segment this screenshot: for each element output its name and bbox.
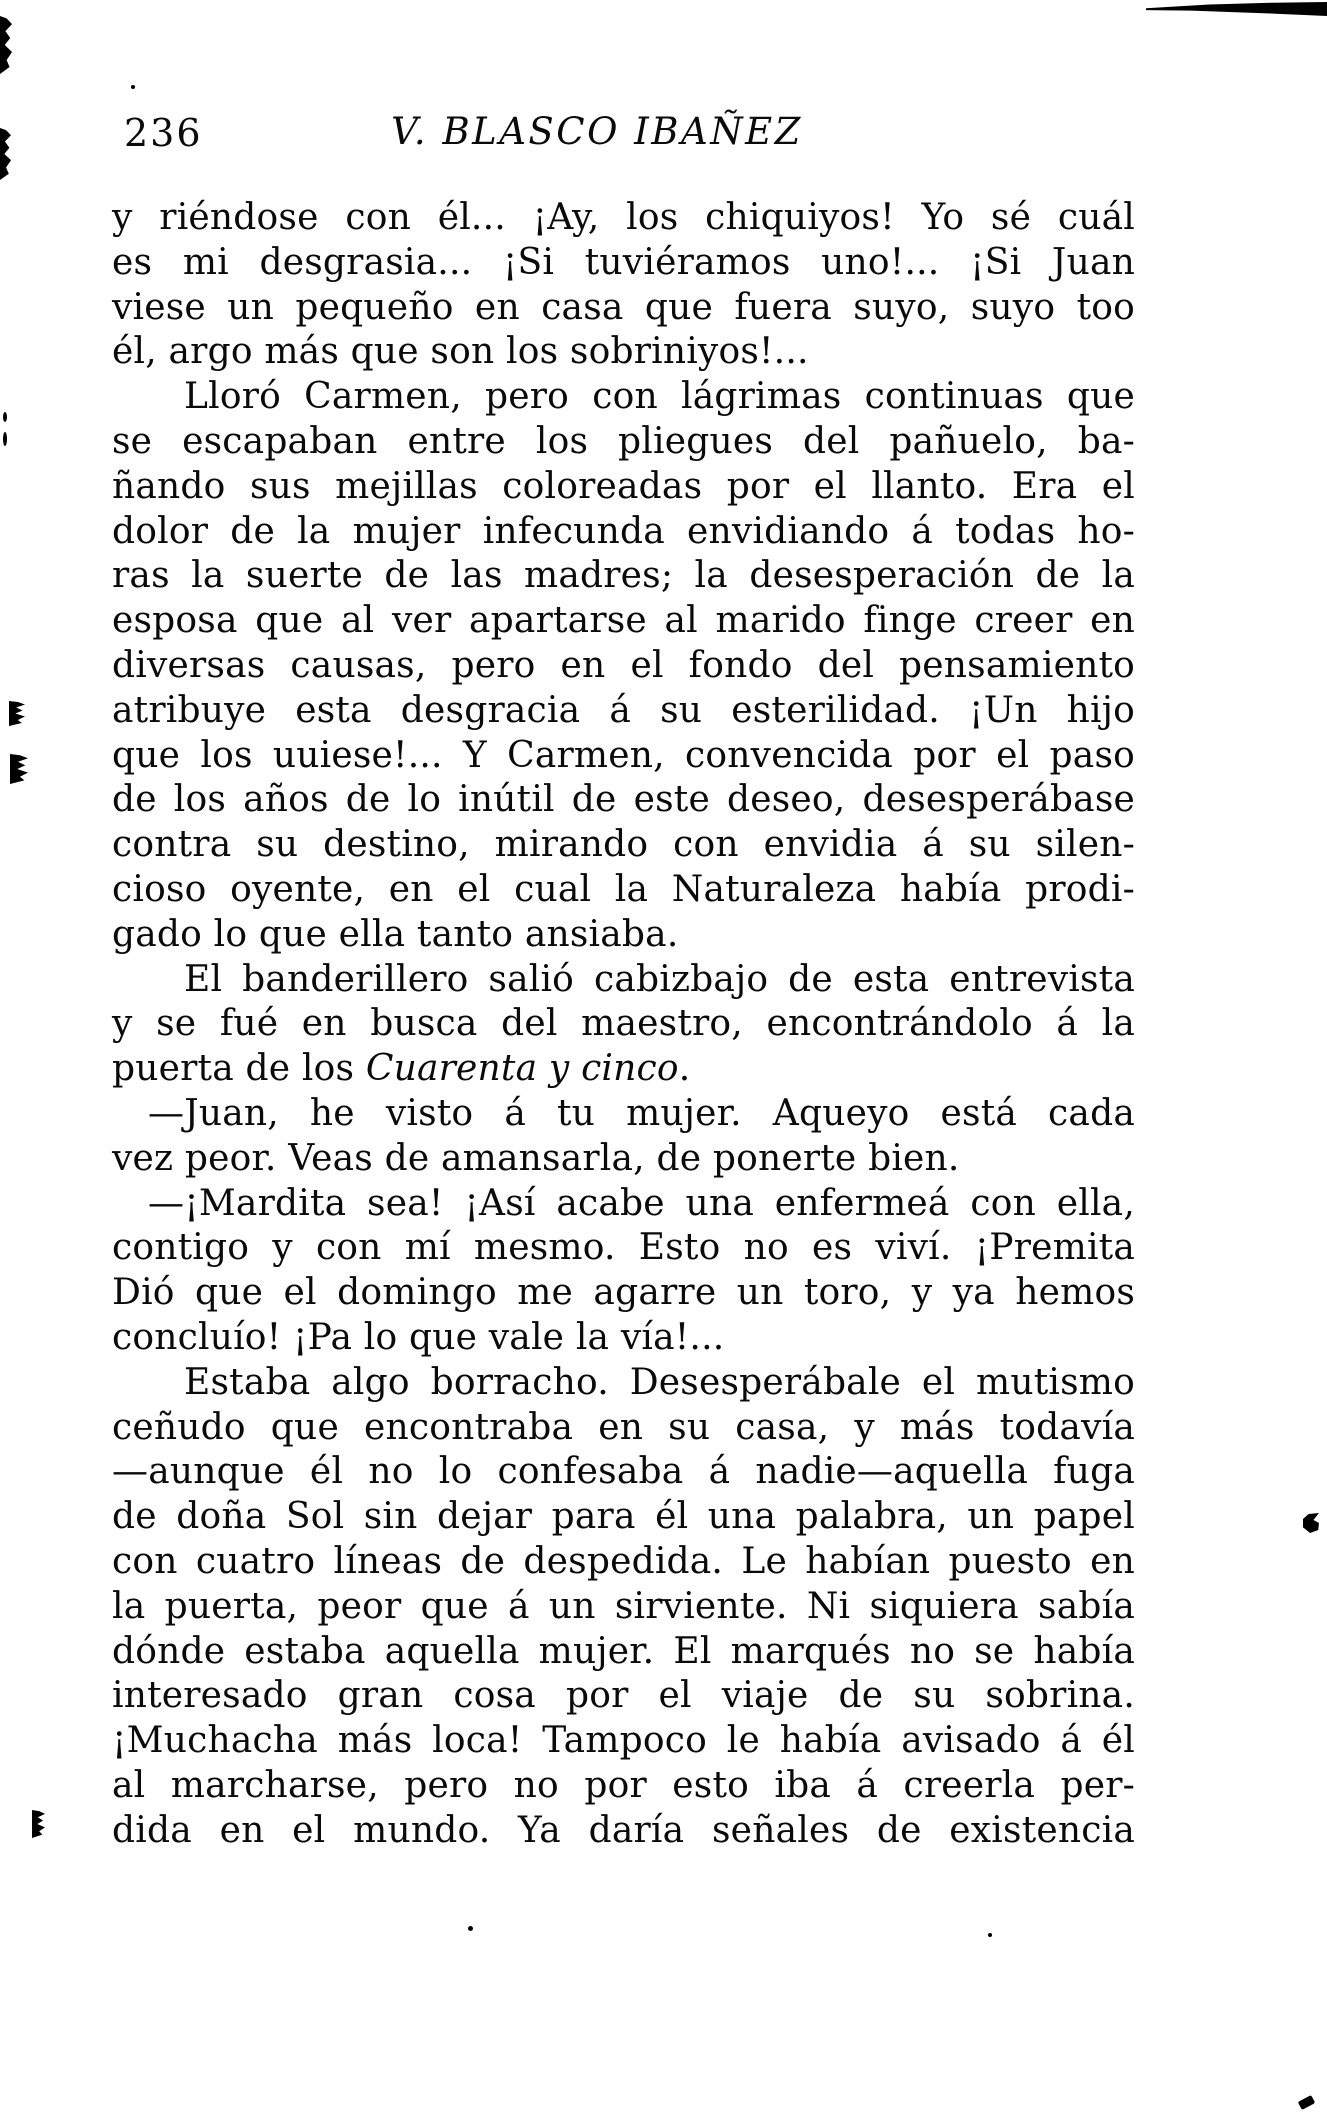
text-line: contra su destino, mirando con envidia á su silen-	[112, 824, 1135, 866]
text-line: ¡Muchacha más loca! Tampoco le había avisado á él	[112, 1720, 1135, 1762]
speck-below-text-1	[468, 1926, 473, 1931]
body-text	[112, 196, 1135, 1853]
text-line: dolor de la mujer infecunda envidiando á todas ho-	[112, 510, 1135, 552]
text-line: al marcharse, pero no por esto iba á creerla per-	[112, 1764, 1135, 1806]
text-line: interesado gran cosa por el viaje de su sobrina.	[112, 1675, 1135, 1717]
text-line: contigo y con mí mesmo. Esto no es viví. ¡Premita	[112, 1227, 1135, 1269]
running-header: V. BLASCO IBAÑEZ	[391, 110, 803, 153]
speck-above-page-number	[131, 85, 135, 89]
text-line	[112, 1047, 1135, 1092]
text-line: de doña Sol sin dejar para él una palabra, un papel	[112, 1496, 1135, 1538]
text-segment: .	[678, 1048, 691, 1090]
text-line: esposa que al ver apartarse al marido finge creer en	[112, 600, 1135, 642]
left-edge-ink-blob-2	[0, 128, 11, 180]
italic-book-title: Cuarenta y cinco	[365, 1048, 679, 1090]
text-line: atribuye esta desgracia á su esterilidad. ¡Un hijo	[112, 689, 1135, 731]
text-line: con cuatro líneas de despedida. Le habían puesto en	[112, 1540, 1135, 1582]
text-segment: puerta de los	[112, 1048, 366, 1090]
left-edge-ink-blob-5	[32, 1810, 45, 1838]
text-line: y riéndose con él... ¡Ay, los chiquiyos! Yo sé cuál	[112, 197, 1135, 238]
text-line: concluío! ¡Pa lo que vale la vía!...	[112, 1316, 725, 1358]
text-line: que los uuiese!... Y Carmen, convencida por el paso	[112, 734, 1135, 776]
text-line: y se fué en busca del maestro, encontrándolo á la	[112, 1003, 1135, 1045]
left-edge-speck-1	[3, 412, 7, 422]
left-edge-ink-blob-4	[10, 754, 28, 784]
text-line: dónde estaba aquella mujer. El marqués no se había	[112, 1630, 1135, 1672]
text-line: dida en el mundo. Ya daría señales de existencia	[112, 1809, 1135, 1851]
left-edge-ink-blob-3	[9, 701, 25, 726]
page-number: 236	[124, 111, 203, 155]
text-line: gado lo que ella tanto ansiaba.	[112, 913, 679, 955]
right-edge-ink-blob	[1303, 1513, 1319, 1533]
text-line: ñando sus mejillas coloreadas por el llanto. Era el	[112, 465, 1135, 507]
text-line: de los años de lo inútil de este deseo, desesperábase	[112, 779, 1135, 821]
text-line: —¡Mardita sea! ¡Así acabe una enfermeá con ella,	[148, 1182, 1135, 1224]
text-line: —aunque él no lo confesaba á nadie—aquella fuga	[112, 1451, 1135, 1493]
bottom-right-ink-tick	[1298, 2095, 1315, 2110]
text-line: la puerta, peor que á un sirviente. Ni siquiera sabía	[112, 1585, 1135, 1627]
speck-below-text-2	[988, 1933, 992, 1937]
text-line: ceñudo que encontraba en su casa, y más todavía	[112, 1406, 1135, 1448]
text-line: es mi desgrasia... ¡Si tuviéramos uno!... ¡Si Juan	[112, 241, 1135, 283]
text-line: Estaba algo borracho. Desesperábale el mutismo	[184, 1361, 1135, 1403]
text-line: vez peor. Veas de amansarla, de ponerte bien.	[112, 1137, 960, 1179]
text-line: diversas causas, pero en el fondo del pensamiento	[112, 644, 1135, 686]
text-line: Lloró Carmen, pero con lágrimas continuas que	[184, 376, 1135, 418]
top-right-ink-streak	[1146, 2, 1327, 16]
text-line: ras la suerte de las madres; la desesperación de la	[112, 555, 1135, 597]
left-edge-ink-blob-1	[0, 16, 12, 74]
text-line: viese un pequeño en casa que fuera suyo, suyo too	[112, 286, 1135, 328]
text-line: —Juan, he visto á tu mujer. Aqueyo está cada	[148, 1092, 1135, 1134]
text-line: Dió que el domingo me agarre un toro, y ya hemos	[112, 1272, 1135, 1314]
left-edge-speck-2	[3, 432, 7, 446]
text-line: él, argo más que son los sobriniyos!...	[112, 331, 809, 373]
text-line: El banderillero salió cabizbajo de esta entrevista	[184, 958, 1135, 1000]
text-line: cioso oyente, en el cual la Naturaleza había prodi-	[112, 868, 1135, 910]
text-line: se escapaban entre los pliegues del pañuelo, ba-	[112, 420, 1135, 462]
